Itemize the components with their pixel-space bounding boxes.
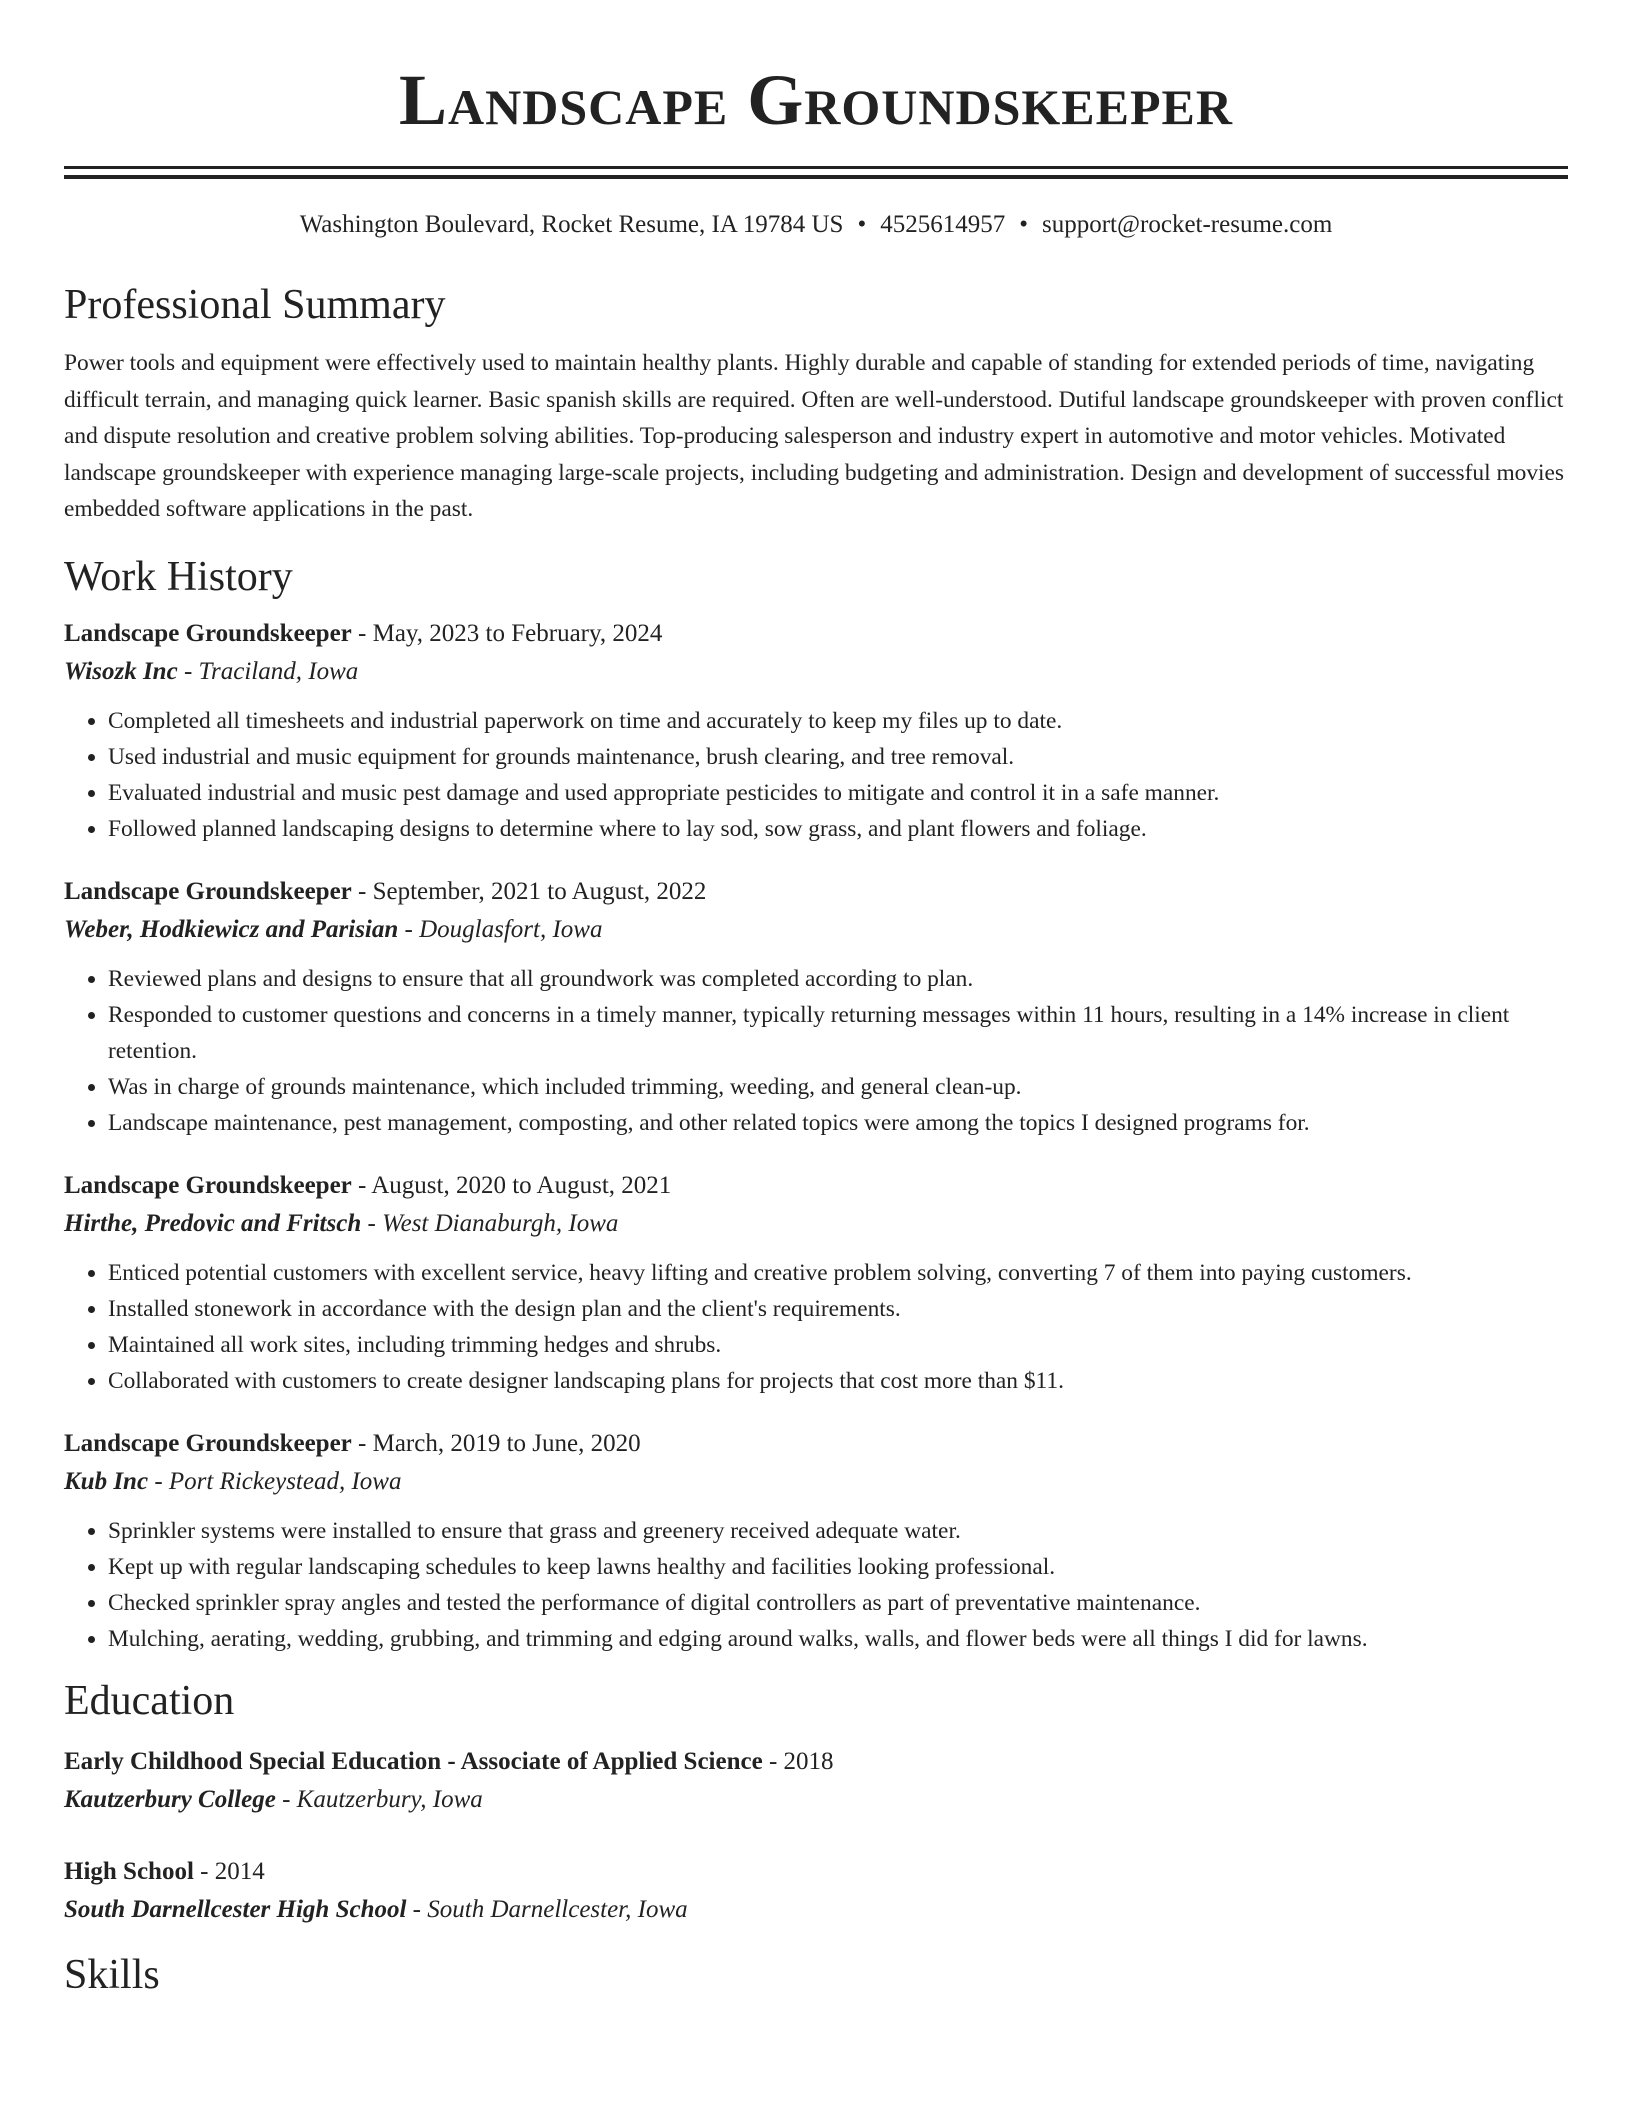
education-degree-line — [64, 1743, 1568, 1781]
contact-line — [64, 209, 1568, 241]
job-title-line — [64, 615, 1568, 653]
job-bullet: • Used industrial and music equipment for grounds maintenance, brush clearing, and tree removal. — [108, 739, 1568, 775]
contact-address: Washington Boulevard, Rocket Resume, IA 19784 US — [299, 211, 844, 238]
education-degree: High School — [64, 1857, 194, 1885]
dash: - — [361, 1209, 383, 1237]
job-bullet: • Followed planned landscaping designs to determine where to lay sod, sow grass, and plant flowers and foliage. — [108, 811, 1568, 847]
job-entry — [64, 873, 1568, 1141]
job-bullets — [64, 703, 1568, 847]
job-company-line — [64, 1463, 1568, 1501]
dash: - — [351, 619, 373, 647]
job-company-line — [64, 911, 1568, 949]
contact-separator: • — [1019, 211, 1028, 238]
job-bullet: • Landscape maintenance, pest management, composting, and other related topics were among the topics I designed programs for. — [108, 1105, 1568, 1141]
dash: - — [275, 1785, 297, 1813]
job-bullet: • Was in charge of grounds maintenance, which included trimming, weeding, and general clean-up. — [108, 1069, 1568, 1105]
dash: - — [148, 1467, 169, 1495]
job-title-line — [64, 1425, 1568, 1463]
job-bullets — [64, 1255, 1568, 1399]
job-role: Landscape Groundskeeper — [64, 619, 352, 647]
job-bullet: • Completed all timesheets and industrial paperwork on time and accurately to keep my files up to date. — [108, 703, 1568, 739]
job-bullet: • Evaluated industrial and music pest damage and used appropriate pesticides to mitigate and control it in a safe manner. — [108, 775, 1568, 811]
job-bullet: • Enticed potential customers with excellent service, heavy lifting and creative problem solving, converting 7 of them into paying customers. — [108, 1255, 1568, 1291]
job-entry — [64, 1167, 1568, 1399]
education-year: 2018 — [783, 1747, 834, 1775]
dash: - — [398, 915, 420, 943]
job-bullet: • Reviewed plans and designs to ensure that all groundwork was completed according to plan. — [108, 961, 1568, 997]
dash: - — [177, 657, 199, 685]
education-location: Kautzerbury, Iowa — [296, 1785, 483, 1813]
job-company-line — [64, 653, 1568, 691]
job-dates: September, 2021 to August, 2022 — [372, 877, 707, 905]
job-title-line — [64, 873, 1568, 911]
education-degree: Early Childhood Special Education - Associate of Applied Science — [64, 1747, 763, 1775]
header-rule-thick — [64, 175, 1568, 179]
education-degree-line — [64, 1853, 1568, 1891]
education-school: Kautzerbury College — [64, 1785, 276, 1813]
dash: - — [762, 1747, 784, 1775]
job-company-line — [64, 1205, 1568, 1243]
section-title-skills: Skills — [64, 1951, 160, 1998]
education-location: South Darnellcester, Iowa — [427, 1895, 688, 1923]
job-role: Landscape Groundskeeper — [64, 1171, 352, 1199]
section-title-work: Work History — [64, 553, 293, 600]
summary-text: Power tools and equipment were effectively used to maintain healthy plants. Highly durable and capable of standing for extended periods of time, navigating difficult terrain, and managing quick learner. Basic spanish skills are required. Often are well-understood. Dutiful landscape groundskeeper with proven conflict and dispute resolution and creative problem solving abilities. Top-producing salesperson and industry expert in automotive and motor vehicles. Motivated landscape groundskeeper with experience managing large-scale projects, including budgeting and administration. Design and development of successful movies embedded software applications in the past. — [64, 350, 1565, 522]
job-bullet: • Mulching, aerating, wedding, grubbing, and trimming and edging around walks, walls, and flower beds were all things I did for lawns. — [108, 1621, 1568, 1657]
job-location: Port Rickeystead, Iowa — [168, 1467, 402, 1495]
job-bullets — [64, 961, 1568, 1141]
job-company: Wisozk Inc — [64, 657, 178, 685]
job-dates: August, 2020 to August, 2021 — [371, 1171, 672, 1199]
dash: - — [351, 877, 373, 905]
job-role: Landscape Groundskeeper — [64, 877, 352, 905]
education-entry — [64, 1853, 1568, 1929]
contact-phone: 4525614957 — [880, 211, 1006, 238]
job-bullet: • Checked sprinkler spray angles and tested the performance of digital controllers as part of preventative maintenance. — [108, 1585, 1568, 1621]
education-entry — [64, 1743, 1568, 1819]
job-entry — [64, 1425, 1568, 1657]
job-role: Landscape Groundskeeper — [64, 1429, 352, 1457]
job-bullet: • Maintained all work sites, including trimming hedges and shrubs. — [108, 1327, 1568, 1363]
job-title-line — [64, 1167, 1568, 1205]
dash: - — [351, 1429, 373, 1457]
job-bullet: • Kept up with regular landscaping schedules to keep lawns healthy and facilities looking professional. — [108, 1549, 1568, 1585]
job-bullet: • Sprinkler systems were installed to ensure that grass and greenery received adequate water. — [108, 1513, 1568, 1549]
job-location: Douglasfort, Iowa — [419, 915, 603, 943]
job-dates: May, 2023 to February, 2024 — [372, 619, 663, 647]
education-school: South Darnellcester High School — [64, 1895, 407, 1923]
section-title-summary: Professional Summary — [64, 282, 446, 328]
header-rule-thin — [64, 166, 1568, 169]
section-title-education: Education — [64, 1677, 235, 1724]
education-school-line — [64, 1781, 1568, 1819]
job-location: Traciland, Iowa — [198, 657, 359, 685]
education-year: 2014 — [214, 1857, 265, 1885]
job-company: Weber, Hodkiewicz and Parisian — [64, 915, 399, 943]
job-bullet: • Responded to customer questions and concerns in a timely manner, typically returning messages within 11 hours, resulting in a 14% increase in client retention. — [108, 997, 1568, 1069]
education-school-line — [64, 1891, 1568, 1929]
job-bullets — [64, 1513, 1568, 1657]
job-bullet: • Collaborated with customers to create designer landscaping plans for projects that cost more than $11. — [108, 1363, 1568, 1399]
job-company: Kub Inc — [64, 1467, 149, 1495]
dash: - — [351, 1171, 372, 1199]
job-dates: March, 2019 to June, 2020 — [372, 1429, 641, 1457]
job-entry — [64, 615, 1568, 847]
job-location: West Dianaburgh, Iowa — [382, 1209, 619, 1237]
dash: - — [193, 1857, 215, 1885]
contact-email: support@rocket-resume.com — [1042, 211, 1333, 238]
contact-separator: • — [857, 211, 867, 238]
candidate-name: Landscape Groundskeeper — [399, 60, 1233, 140]
dash: - — [406, 1895, 428, 1923]
job-bullet: • Installed stonework in accordance with the design plan and the client's requirements. — [108, 1291, 1568, 1327]
job-company: Hirthe, Predovic and Fritsch — [64, 1209, 362, 1237]
